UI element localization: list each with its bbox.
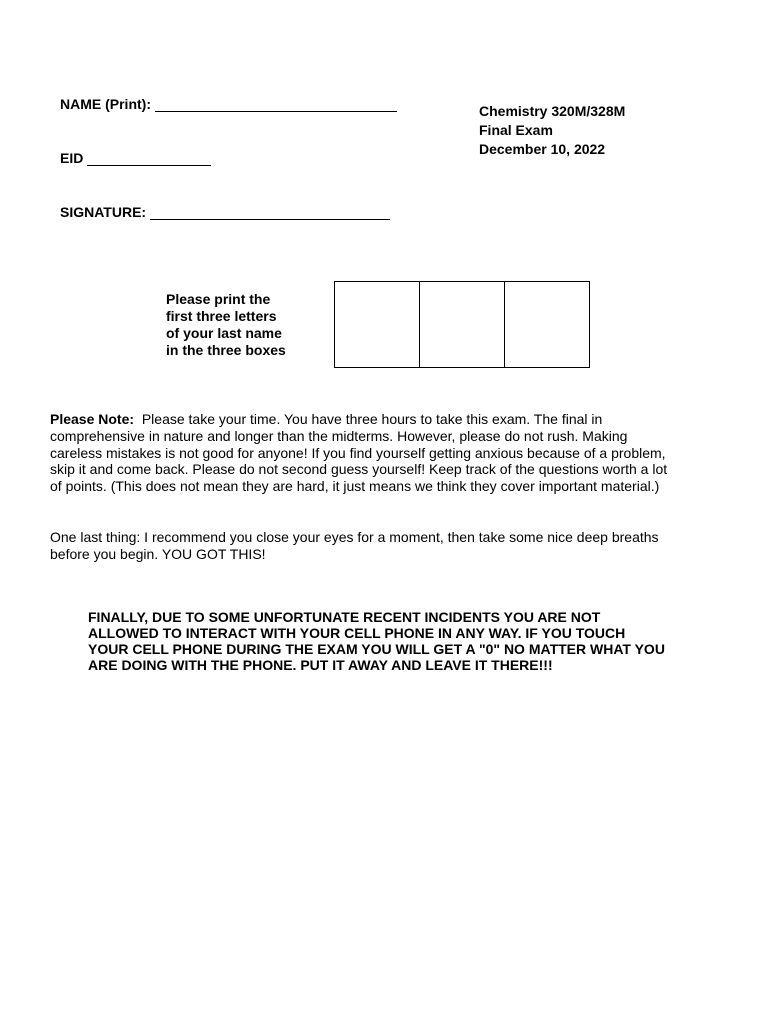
letter-box-3[interactable] [505,282,589,367]
name-input-line[interactable] [155,97,397,112]
instruction-line: of your last name [166,325,282,341]
name-label: NAME (Print): [60,96,151,112]
name-field [60,96,397,112]
instruction-line: first three letters [166,308,277,324]
note-label: Please Note: [50,411,135,427]
signature-label: SIGNATURE: [60,204,147,220]
course-info [479,102,625,159]
signature-input-line[interactable] [150,205,390,220]
eid-label: EID [60,150,84,166]
instruction-line: Please print the [166,291,271,307]
last-thing-paragraph: One last thing: I recommend you close your eyes for a moment, then take some nice deep breaths before you begin. YOU GOT THIS! [50,529,659,562]
eid-input-line[interactable] [87,151,211,166]
exam-name: Final Exam [479,122,553,138]
eid-field [60,150,211,166]
instruction-line: in the three boxes [166,342,286,358]
letter-box-1[interactable] [335,282,420,367]
letters-instruction [166,291,286,359]
exam-date: December 10, 2022 [479,141,606,157]
note-paragraph [50,411,680,495]
letter-boxes [334,281,590,368]
letter-box-2[interactable] [420,282,505,367]
signature-field [60,204,390,220]
note-text: Please take your time. You have three hours to take this exam. The final in comprehensive in nature and longer than the midterms. However, please do not rush. Making careless mistakes is not good for anyone! If you find yourself getting anxious because of a problem, skip it and come back. Please do not second guess yourself! Keep track of the questions worth a lot of points. (This does not mean they are hard, it just means we think they cover important material.) [50,411,668,495]
cell-phone-warning: FINALLY, DUE TO SOME UNFORTUNATE RECENT INCIDENTS YOU ARE NOT ALLOWED TO INTERACT WITH YOUR CELL PHONE IN ANY WAY. IF YOU TOUCH YOUR CELL PHONE DURING THE EXAM YOU WILL GET A "0" NO MATTER WHAT YOU ARE DOING WITH THE PHONE. PUT IT AWAY AND LEAVE IT THERE!!! [88,609,665,673]
course-title: Chemistry 320M/328M [479,103,626,119]
